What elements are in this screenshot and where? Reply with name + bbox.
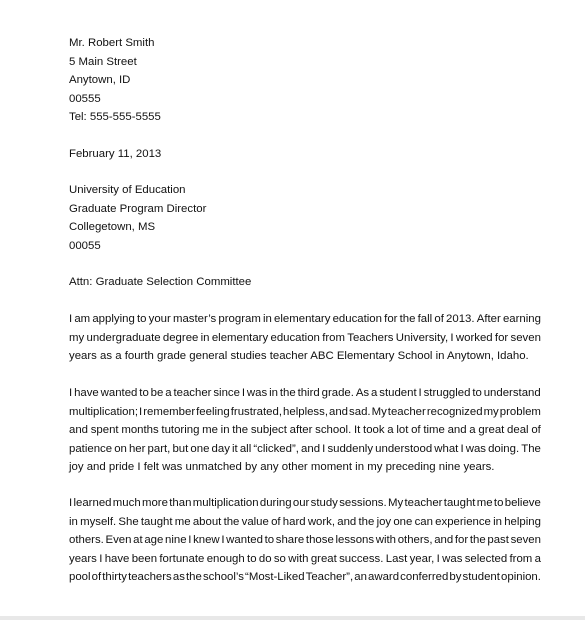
page-bottom-edge [0,616,585,620]
sender-zip: 00555 [69,92,101,105]
letter-date: February 11, 2013 [69,148,162,160]
recipient-title: Graduate Program Director [69,202,207,215]
paragraph-line: pool of thirty teachers as the school’s “Most-Liked Teacher”, an award conferred by student opinion. [69,571,541,584]
attention-block [69,273,549,292]
paragraph-line: years I have been fortunate enough to do so with great success. Last year, I was selected from a [69,552,541,565]
paragraph-line: I have wanted to be a teacher since I was in the third grade. As a student I struggled to understand [69,387,541,399]
paragraph-line: others. Even at age nine I knew I wanted to share those lessons with others, and for the past seven [69,534,541,547]
paragraph-line: I learned much more than multiplication during our study sessions. My teacher taught me to believe [69,497,541,509]
letter-date-block [69,145,549,164]
sender-street: 5 Main Street [69,55,137,68]
paragraph-line: joy and pride I felt was unmatched by any other moment in my preceding nine years. [69,461,495,474]
body-paragraph [69,494,541,587]
paragraph-line: in myself. She taught me about the value of hard work, and the joy one can experience in helping [69,515,541,528]
sender-city-state: Anytown, ID [69,74,131,86]
body-paragraph [69,384,541,477]
recipient-city-state: Collegetown, MS [69,221,156,233]
sender-address [69,34,549,127]
attention-line: Attn: Graduate Selection Committee [69,276,252,288]
paragraph-line: and spent months tutoring me in the subject after school. It took a lot of time and a great deal of [69,424,541,437]
recipient-address [69,181,549,255]
sender-name: Mr. Robert Smith [69,37,155,49]
paragraph-line: my undergraduate degree in elementary education from Teachers University, I worked for seven [69,331,541,344]
paragraph-line: patience on her part, but one day it all “clicked”, and I suddenly understood what I was doing. The [69,442,541,455]
body-paragraph [69,310,541,366]
paragraph-line: I am applying to your master’s program in elementary education for the fall of 2013. After earning [69,313,541,325]
paragraph-line: years as a fourth grade general studies teacher ABC Elementary School in Anytown, Idaho. [69,350,529,363]
recipient-org: University of Education [69,184,186,196]
recipient-zip: 00055 [69,239,101,252]
paragraph-line: multiplication; I remember feeling frustrated, helpless, and sad. My teacher recognized my problem [69,405,541,418]
sender-phone: Tel: 555-555-5555 [69,111,161,123]
